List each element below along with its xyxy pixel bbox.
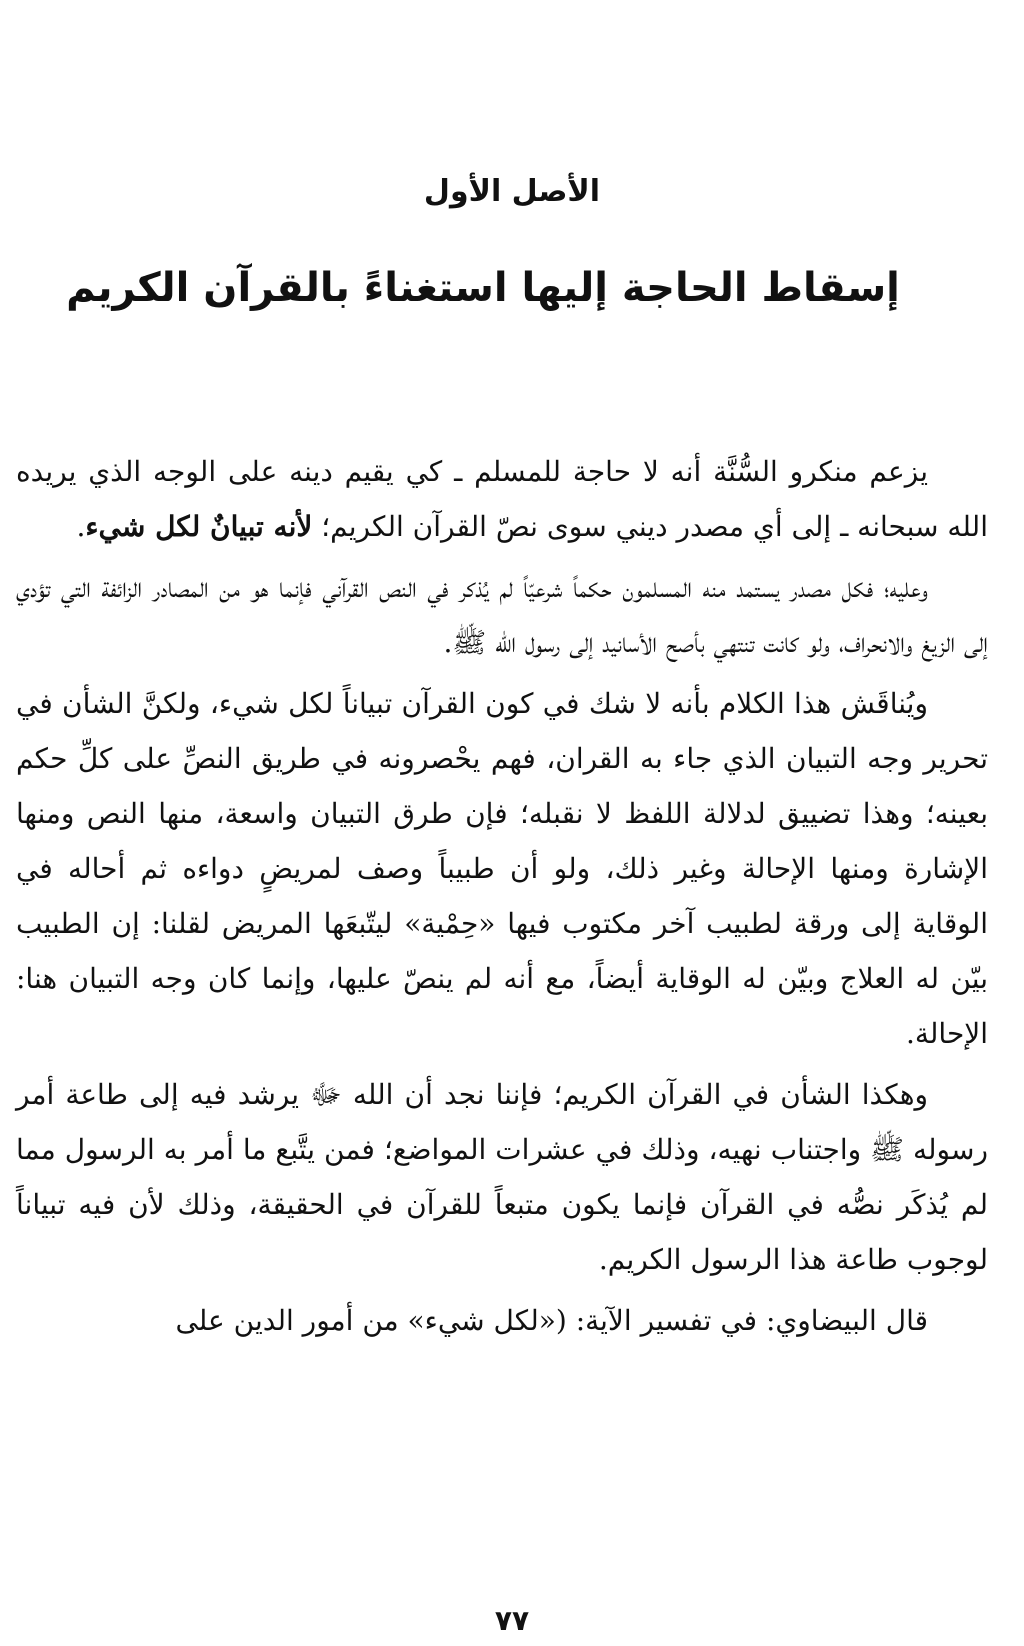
paragraph-3: ويُناقَش هذا الكلام بأنه لا شك في كون القرآن تبياناً لكل شيء، ولكنَّ الشأن في تحرير وجه التبيان الذي جاء به القران، فهم يحْصرونه في طريق النصِّ على كلِّ حكم بعينه؛ وهذا تضييق لدلالة اللفظ لا نقبله؛ فإن طرق التبيان واسعة، منها النص ومنها الإشارة ومنها الإحالة وغير ذلك، ولو أن طبيباً وصف لمريضٍ دواءه ثم أحاله في الوقاية إلى ورقة لطبيب آخر مكتوب فيها «حِمْية» ليتّبعَها المريض لقلنا: إن الطبيب بيّن له العلاج وبيّن له الوقاية أيضاً، مع أنه لم ينصّ عليها، وإنما كان وجه التبيان هنا: الإحالة. <box>16 687 988 1050</box>
page-number: ٧٧ <box>494 1604 530 1637</box>
chapter-subheading: الأصل الأول <box>423 174 601 209</box>
paragraph-1-emphasis: لأنه تبيانٌ لكل شيء <box>85 510 313 543</box>
paragraph-5: قال البيضاوي: في تفسير الآية: («لكل شيء» من أمور الدين على <box>175 1304 928 1337</box>
paragraph-4: وهكذا الشأن في القرآن الكريم؛ فإننا نجد أن الله ﷻ يرشد فيه إلى طاعة أمر رسوله ﷺ واجتناب نهيه، وذلك في عشرات المواضع؛ فمن يتَّبع ما أمر به الرسول مما لم يُذكَر نصُّه في القرآن فإنما يكون متبعاً للقرآن في الحقيقة، وذلك لأن فيه تبياناً لوجوب طاعة هذا الرسول الكريم. <box>16 1078 988 1276</box>
body-text <box>16 444 988 1348</box>
paragraph-1-tail: . <box>76 510 86 543</box>
paragraph-2: وعليه؛ فكل مصدر يستمد منه المسلمون حكماً شرعيّاً لم يُذكر في النص القرآني فإنما هو من المصادر الزائفة التي تؤدي إلى الزيغ والانحراف، ولو كانت تنتهي بأصح الأسانيد إلى رسول الله ﷺ. <box>16 571 988 659</box>
chapter-title: إسقاط الحاجة إليها استغناءً بالقرآن الكريم <box>66 265 900 311</box>
paragraph-1-text: يزعم منكرو السُّنَّة أنه لا حاجة للمسلم ـ كي يقيم دينه على الوجه الذي يريده الله سبحانه ـ إلى أي مصدر ديني سوى نصّ القرآن الكريم؛ <box>16 455 988 543</box>
paragraph-1 <box>16 444 988 554</box>
